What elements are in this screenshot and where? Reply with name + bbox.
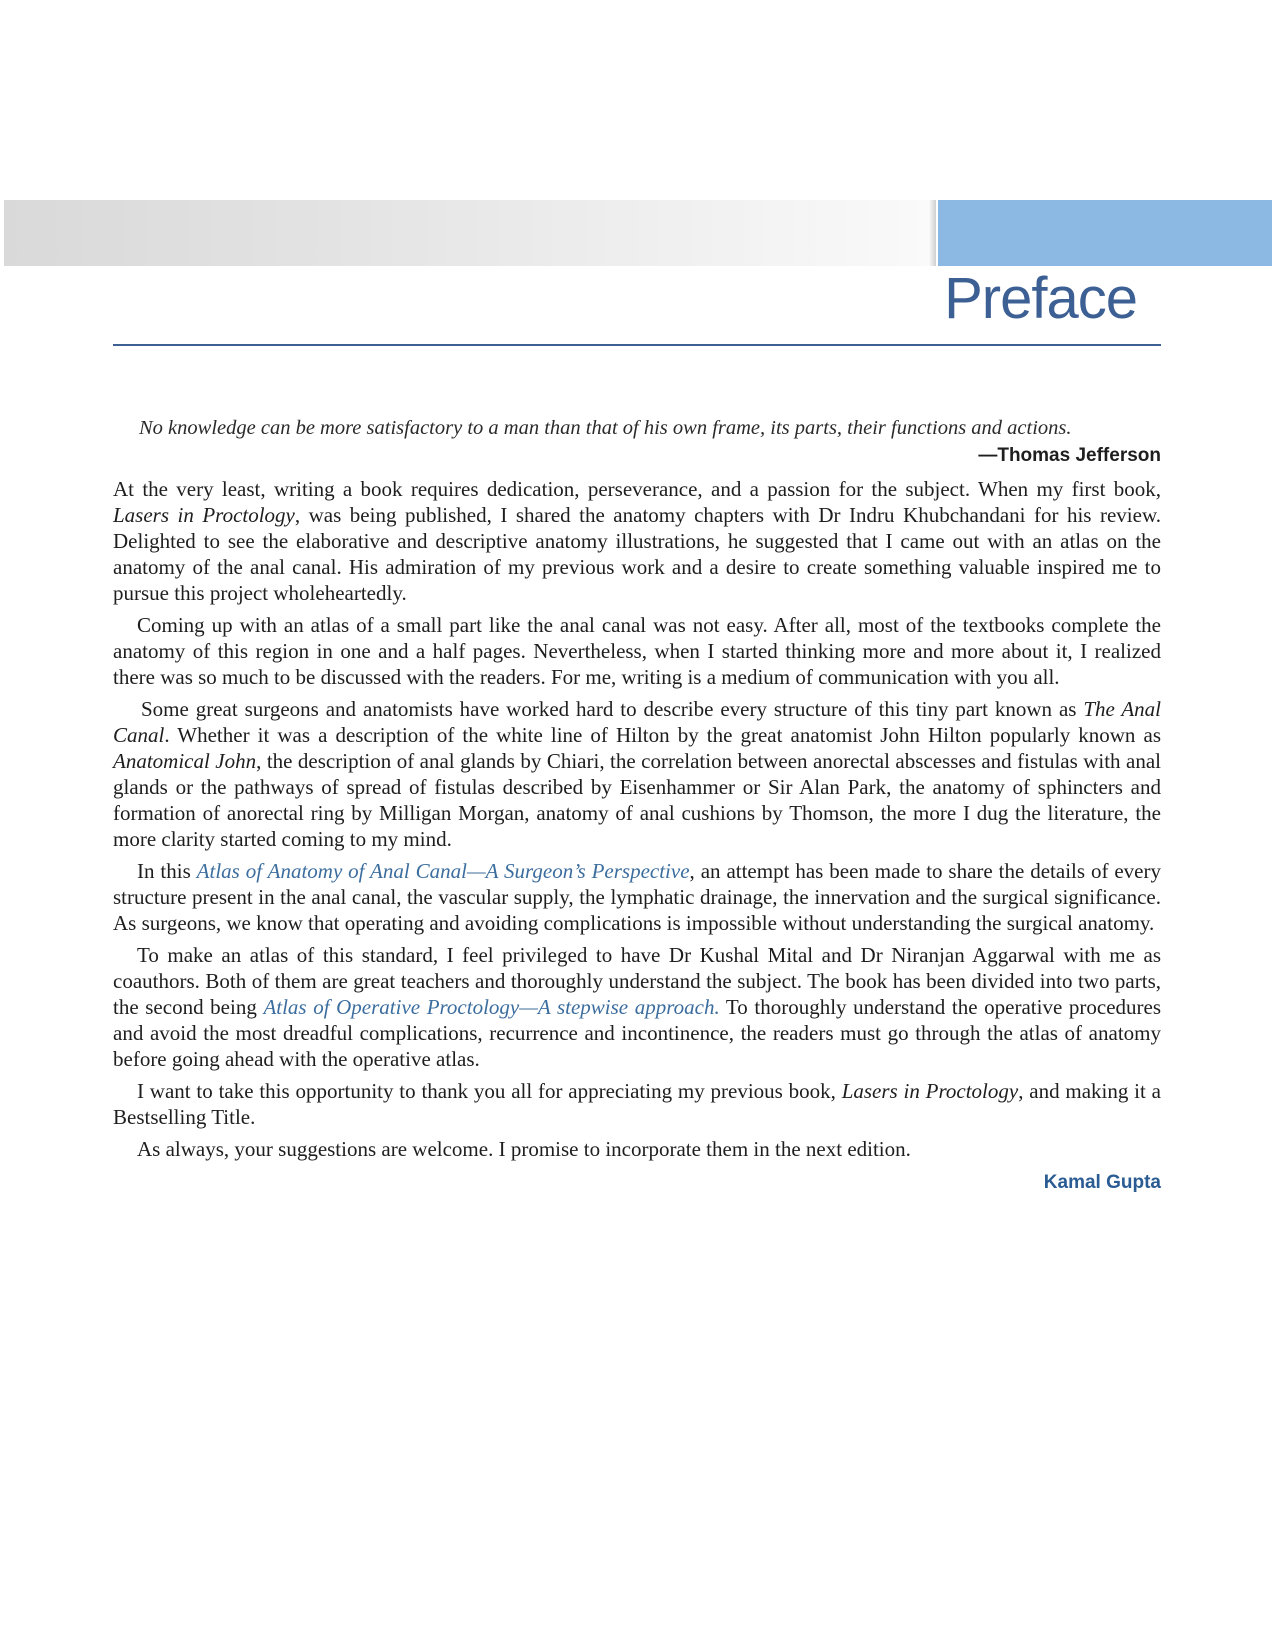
paragraph-5-text-c: To thoroughly understand the operative procedures and avoid the most dreadful complications, recurrence and incontinence, the readers must go through the atlas of anatomy before going ahead with the operative atlas. — [113, 995, 1161, 1071]
paragraph-6 — [113, 1078, 1161, 1130]
book-title-lasers-in-proctology-2: Lasers in Proctology — [841, 1079, 1019, 1103]
paragraph-3-text-c: . Whether it was a description of the white line of Hilton by the great anatomist John Hilton popularly known as — [164, 723, 1161, 747]
author-signature: Kamal Gupta — [1043, 1172, 1161, 1193]
book-title-lasers-in-proctology: Lasers in Proctology — [113, 503, 295, 527]
paragraph-7 — [113, 1136, 1161, 1162]
paragraph-4 — [113, 858, 1161, 936]
paragraph-1-text-c: , was being published, I shared the anatomy chapters with Dr Indru Khubchandani for his review. Delighted to see the elaborative and descriptive anatomy illustrations, he suggested that I came out with an atlas on the anatomy of the anal canal. His admiration of my previous work and a desire to create something valuable inspired me to pursue this project wholeheartedly. — [113, 503, 1161, 605]
paragraph-4-text-a: In this — [137, 859, 197, 883]
title-rule — [113, 344, 1161, 346]
page-title: Preface — [944, 266, 1137, 331]
paragraph-3-text-a: Some great surgeons and anatomists have worked hard to describe every structure of this tiny part known as — [141, 697, 1084, 721]
paragraph-7-text-a: As always, your suggestions are welcome. I promise to incorporate them in the next edition. — [137, 1137, 911, 1161]
header-accent-block — [938, 200, 1272, 266]
book-title-atlas-of-anatomy-link[interactable]: Atlas of Anatomy of Anal Canal—A Surgeon’s Perspective — [196, 859, 690, 883]
paragraph-4-text-c: , an attempt has been made to share the details of every structure present in the anal canal, the vascular supply, the lymphatic drainage, the innervation and the surgical significance. As surgeons, we know that operating and avoiding complications is impossible without understanding the surgical anatomy. — [113, 859, 1161, 935]
epigraph-author: —Thomas Jefferson — [978, 445, 1161, 466]
paragraph-3-text-e: , the description of anal glands by Chiari, the correlation between anorectal abscesses and fistulas with anal glands or the pathways of spread of fistulas described by Eisenhammer or Sir Alan Park, the anatomy of sphincters and formation of anorectal ring by Milligan Morgan, anatomy of anal cushions by Thomson, the more I dug the literature, the more clarity started coming to my mind. — [113, 749, 1161, 851]
paragraph-6-text-c: , and making it a Bestselling Title. — [113, 1079, 1161, 1129]
header-band — [4, 200, 934, 266]
paragraph-5 — [113, 942, 1161, 1072]
term-the-anal-canal: The Anal Canal — [113, 697, 1161, 747]
preface-body — [113, 415, 1161, 1194]
epigraph-quote: No knowledge can be more satisfactory to a man than that of his own frame, its parts, their functions and actions. — [139, 417, 1072, 439]
paragraph-3 — [113, 696, 1161, 852]
paragraph-1-text-a: At the very least, writing a book requires dedication, perseverance, and a passion for the subject. When my first book, — [113, 477, 1161, 501]
paragraph-2 — [113, 612, 1161, 690]
book-title-atlas-of-operative-proctology-link[interactable]: Atlas of Operative Proctology—A stepwise approach. — [263, 995, 720, 1019]
paragraph-6-text-a: I want to take this opportunity to thank you all for appreciating my previous book, — [137, 1079, 842, 1103]
header-band-edge — [928, 200, 936, 266]
paragraph-5-text-a: To make an atlas of this standard, I feel privileged to have Dr Kushal Mital and Dr Niranjan Aggarwal with me as coauthors. Both of them are great teachers and thoroughly understand the subject. The book has been divided into two parts, the second being — [113, 943, 1161, 1019]
term-anatomical-john: Anatomical John — [113, 749, 257, 773]
paragraph-1 — [113, 476, 1161, 606]
paragraph-2-text-a: Coming up with an atlas of a small part like the anal canal was not easy. After all, most of the textbooks complete the anatomy of this region in one and a half pages. Nevertheless, when I started thinking more and more about it, I realized there was so much to be discussed with the readers. For me, writing is a medium of communication with you all. — [113, 613, 1161, 689]
